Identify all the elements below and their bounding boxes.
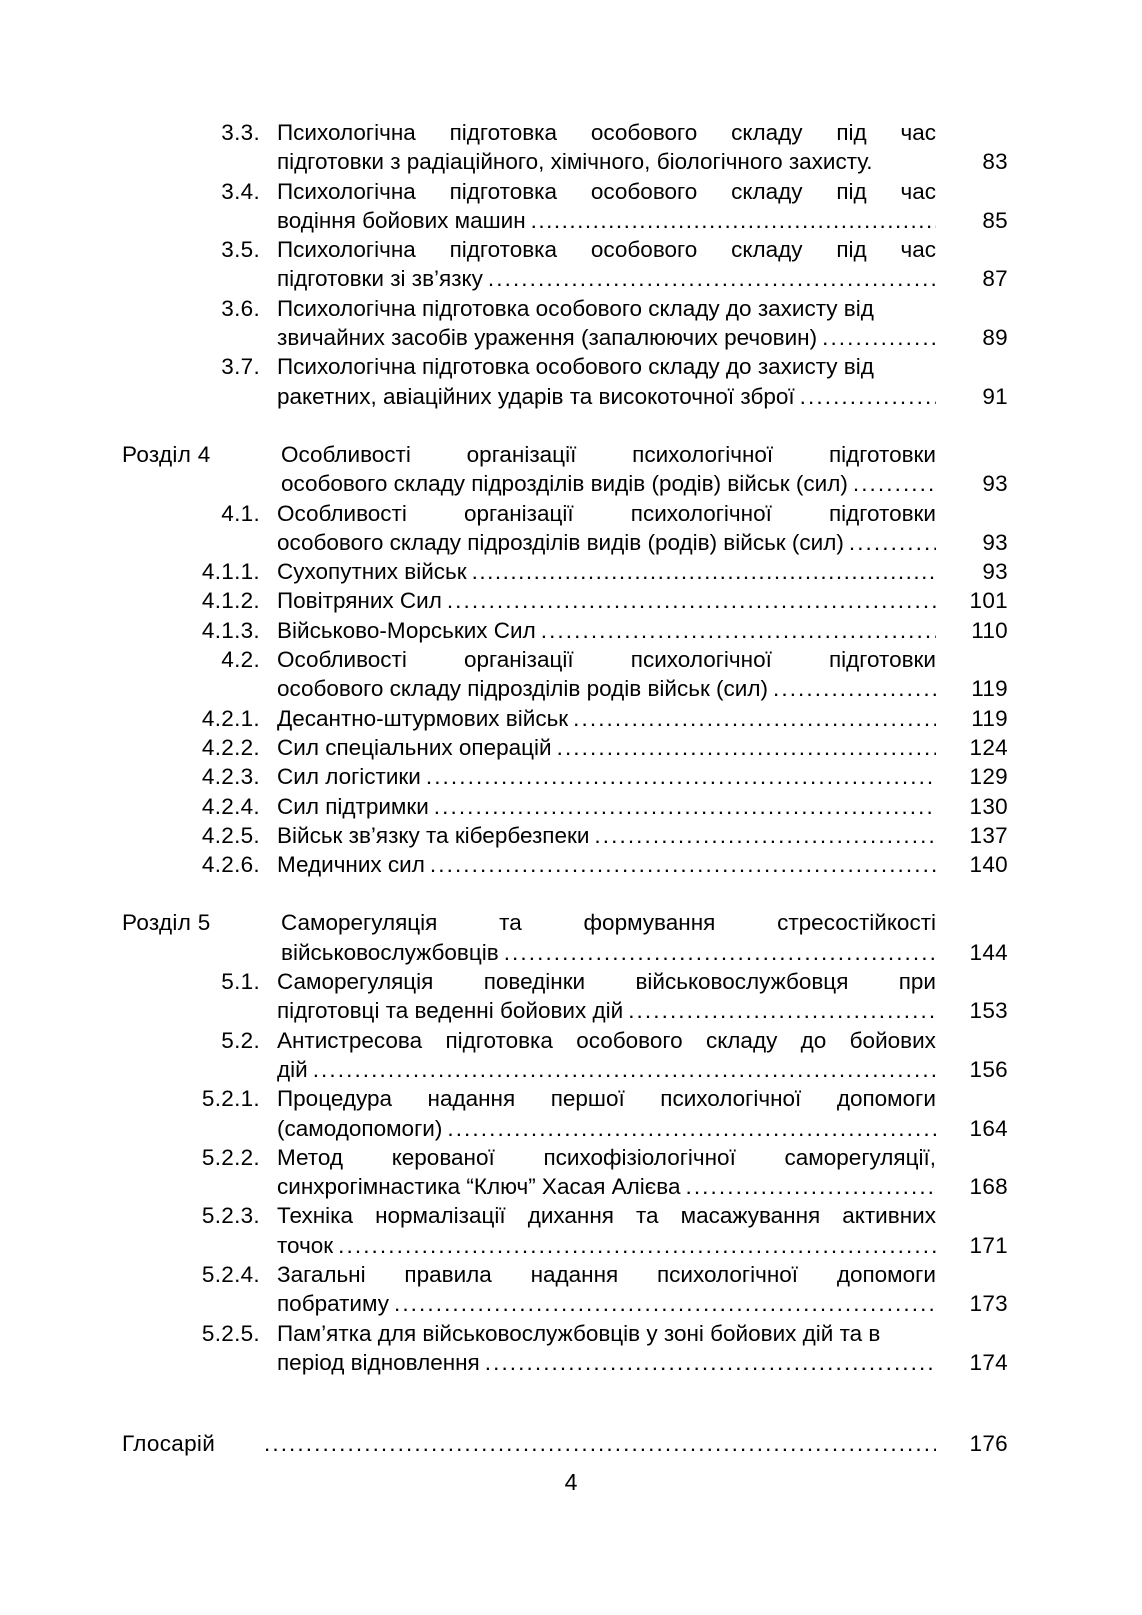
toc-entry-page-number: 85 [982,207,1008,233]
toc-title-line: Загальні правила надання психологічної допомоги [277,1261,936,1287]
toc-entry-page-number: 153 [969,998,1008,1024]
toc-entry-page-number: 144 [969,939,1008,965]
toc-entry[interactable] [118,118,1008,177]
toc-entry-number: 4.1.3. [201,617,260,643]
toc-title-line: Особливості організації психологічної підготовки [281,441,936,467]
toc-entry-title [260,586,936,615]
toc-entry-title [260,352,936,411]
toc-title-line: Психологічна підготовка особового складу під час [277,237,936,263]
toc-entry-page-number: 137 [969,822,1008,848]
toc-title-line: Десантно-штурмових військ ..... [277,704,936,733]
toc-entry-number: 3.7. [221,354,260,380]
toc-title-line: Психологічна підготовка особового складу до захисту від [277,295,874,321]
toc-entry[interactable] [118,294,1008,353]
toc-entry-page-number: 91 [982,383,1008,409]
toc-entry[interactable] [118,1084,1008,1143]
toc-entry-number: 4.1.1. [201,559,260,585]
toc-entry-title [260,850,936,879]
toc-entry[interactable] [118,733,1008,762]
toc-entry-number: 4.2.2. [201,734,260,760]
toc-entry-page-number: 171 [969,1232,1008,1258]
toc-entry-title [260,118,936,177]
toc-title-line: Саморегуляція поведінки військовослужбовця при [277,969,936,995]
dot-leader [849,528,936,557]
toc-entry[interactable] [118,792,1008,821]
table-of-contents [118,118,1008,1458]
toc-entry-page-number: 173 [969,1291,1008,1317]
toc-entry-title [260,967,936,1026]
toc-entry-title [260,645,936,704]
toc-entry-page-number: 93 [982,471,1008,497]
toc-entry-page-number: 164 [969,1115,1008,1141]
toc-title-line: підготовки з радіаційного, хімічного, біологічного захисту. [277,149,873,175]
dot-leader [447,586,936,615]
toc-entry-title [260,1084,936,1143]
dot-leader [853,469,936,498]
dot-leader [485,1348,936,1377]
toc-title-line: підготовки зі зв’язку ..... [277,264,936,293]
toc-entry-title [260,294,936,353]
dot-leader [472,557,936,586]
toc-title-line: Військово-Морських Сил ..... [277,616,936,645]
toc-entry-number: 3.6. [221,295,260,321]
toc-entry-page-number: 119 [971,676,1008,702]
toc-entry-page-number: 93 [982,559,1008,585]
dot-leader [504,938,936,967]
toc-entry-page-number: 168 [969,1174,1008,1200]
toc-title-line: Сил логістики ..... [277,762,936,791]
toc-entry-number: 4.1.2. [201,588,260,614]
dot-leader [394,1289,936,1318]
toc-entry[interactable] [118,850,1008,879]
toc-entry-title [260,1026,936,1085]
dot-leader [426,762,936,791]
toc-title-line: особового складу підрозділів видів (родів) військ (сил) ..... [281,469,936,498]
toc-entry-title [260,762,936,791]
toc-entry-page-number: 89 [982,325,1008,351]
toc-title-line: Психологічна підготовка особового складу до захисту від [277,354,874,380]
toc-entry[interactable] [118,352,1008,411]
toc-entry[interactable] [118,908,1008,967]
toc-entry[interactable] [118,704,1008,733]
toc-entry[interactable] [118,821,1008,850]
toc-title-line: військовослужбовців ..... [281,938,936,967]
dot-leader [628,996,936,1025]
toc-title-line: звичайних засобів ураження (запалюючих речовин) ..... [277,323,936,352]
toc-title-line: підготовці та веденні бойових дій ..... [277,996,936,1025]
toc-title-line: дій ..... [277,1055,936,1084]
glossary-page-number: 176 [969,1431,1008,1457]
toc-title-line: Особливості організації психологічної підготовки [277,500,936,526]
toc-entry[interactable] [118,1026,1008,1085]
toc-entry[interactable] [118,557,1008,586]
toc-entry[interactable] [118,1319,1008,1378]
toc-entry-title [260,821,936,850]
toc-title-line: Військ зв’язку та кібербезпеки ..... [277,821,936,850]
toc-entry-number: 5.2.5. [201,1320,260,1346]
toc-entry-title [260,616,936,645]
toc-title-line: Метод керованої психофізіологічної саморегуляції, [277,1144,936,1170]
dot-leader [573,704,936,733]
toc-entry-number: 3.4. [221,178,260,204]
toc-title-line: Пам’ятка для військовослужбовців у зоні бойових дій та в [277,1320,881,1346]
dot-leader [488,264,936,293]
toc-entry-number: 5.2.4. [201,1261,260,1287]
toc-entry-number: 4.2.4. [201,793,260,819]
toc-entry-title [264,440,936,499]
toc-title-line: (самодопомоги) ..... [277,1114,936,1143]
toc-title-line: Медичних сил ..... [277,850,936,879]
toc-entry-title [260,557,936,586]
toc-title-line: Антистресова підготовка особового складу до бойових [277,1027,936,1053]
toc-title-line: Процедура надання першої психологічної допомоги [277,1086,936,1112]
toc-entry[interactable] [118,499,1008,558]
dot-leader [557,733,936,762]
toc-title-line: Повітряних Сил ..... [277,586,936,615]
toc-title-line: побратиму ..... [277,1289,936,1318]
toc-entry-page-number: 140 [969,852,1008,878]
toc-title-line: Психологічна підготовка особового складу під час [277,178,936,204]
toc-entry-page-number: 174 [969,1349,1008,1375]
toc-title-line: особового складу підрозділів видів (родів) військ (сил) ..... [277,528,936,557]
toc-entry-number: 4.2.6. [201,852,260,878]
toc-entry-page-number: 130 [969,793,1008,819]
toc-title-line: синхрогімнастика “Ключ” Хасая Алієва ..... [277,1172,936,1201]
toc-entry-number: 3.5. [221,237,260,263]
toc-entry-number: 5.2.2. [201,1144,260,1170]
toc-title-line: Саморегуляція та формування стресостійкості [281,910,936,936]
toc-entry-title [260,792,936,821]
toc-entry[interactable] [118,1201,1008,1260]
page-folio-number: 4 [564,1469,578,1495]
toc-entry-page-number: 83 [982,149,1008,175]
toc-title-line: Сухопутних військ ..... [277,557,936,586]
toc-entry-page-number: 156 [969,1056,1008,1082]
toc-entry-number: 4.2. [221,647,260,673]
dot-leader [800,382,936,411]
toc-entry-number: 5.2.1. [201,1086,260,1112]
toc-entry-page-number: 93 [982,529,1008,555]
toc-entry[interactable] [118,1260,1008,1319]
dot-leader [434,792,936,821]
toc-title-line: Сил спеціальних операцій ..... [277,733,936,762]
toc-title-line: Особливості організації психологічної підготовки [277,647,936,673]
glossary-label: Глосарій [122,1431,216,1457]
toc-entry[interactable] [118,440,1008,499]
toc-entry-title [260,1260,936,1319]
dot-leader [430,850,936,879]
toc-entry-page-number: 119 [971,705,1008,731]
dot-leader [541,616,936,645]
toc-entry-number: Розділ 5 [122,910,211,936]
dot-leader [264,1429,936,1458]
toc-entry[interactable] [118,616,1008,645]
toc-entry-title [260,235,936,294]
toc-entry-title [264,908,936,967]
toc-entry-number: Розділ 4 [122,441,211,467]
toc-entry[interactable] [118,967,1008,1026]
toc-title-line: Сил підтримки ..... [277,792,936,821]
toc-entry-title [260,499,936,558]
toc-entry-glossary[interactable] [118,1429,1008,1458]
glossary-leaders [264,1429,936,1458]
toc-entry[interactable] [118,762,1008,791]
toc-entry-page-number: 87 [982,266,1008,292]
toc-entry-title [260,1143,936,1202]
toc-entry-title [260,177,936,236]
toc-entry-page-number: 110 [971,617,1008,643]
dot-leader [313,1055,936,1084]
toc-entry-page-number: 124 [969,734,1008,760]
toc-entry-number: 5.1. [221,969,260,995]
toc-entry-number: 4.2.1. [201,705,260,731]
toc-title-line: водіння бойових машин ..... [277,206,936,235]
dot-leader [773,674,936,703]
toc-entry-number: 3.3. [221,120,260,145]
toc-entry-number: 4.2.3. [201,764,260,790]
dot-leader [594,821,936,850]
dot-leader [531,206,936,235]
toc-title-line: точок ..... [277,1231,936,1260]
dot-leader [338,1231,936,1260]
toc-entry-number: 5.2.3. [201,1203,260,1229]
toc-entry-title [260,1319,936,1378]
toc-entry-number: 5.2. [221,1027,260,1053]
toc-title-line: Психологічна підготовка особового складу під час [277,120,936,145]
dot-leader [447,1114,936,1143]
toc-entry-title [260,704,936,733]
toc-entry-title [260,1201,936,1260]
toc-entry-page-number: 101 [969,588,1008,614]
toc-entry[interactable] [118,645,1008,704]
toc-title-line: період відновлення ..... [277,1348,936,1377]
toc-title-line: особового складу підрозділів родів військ (сил) ..... [277,674,936,703]
toc-entry-page-number: 129 [969,764,1008,790]
toc-entry-number: 4.2.5. [201,822,260,848]
toc-title-line: Техніка нормалізації дихання та масажування активних [277,1203,936,1229]
toc-entry-number: 4.1. [221,500,260,526]
dot-leader [822,323,936,352]
toc-entry[interactable] [118,235,1008,294]
toc-title-line: ракетних, авіаційних ударів та високоточної зброї ..... [277,382,936,411]
toc-entry-title [260,733,936,762]
toc-entry[interactable] [118,586,1008,615]
toc-entry[interactable] [118,177,1008,236]
toc-entry[interactable] [118,1143,1008,1202]
dot-leader [685,1172,936,1201]
